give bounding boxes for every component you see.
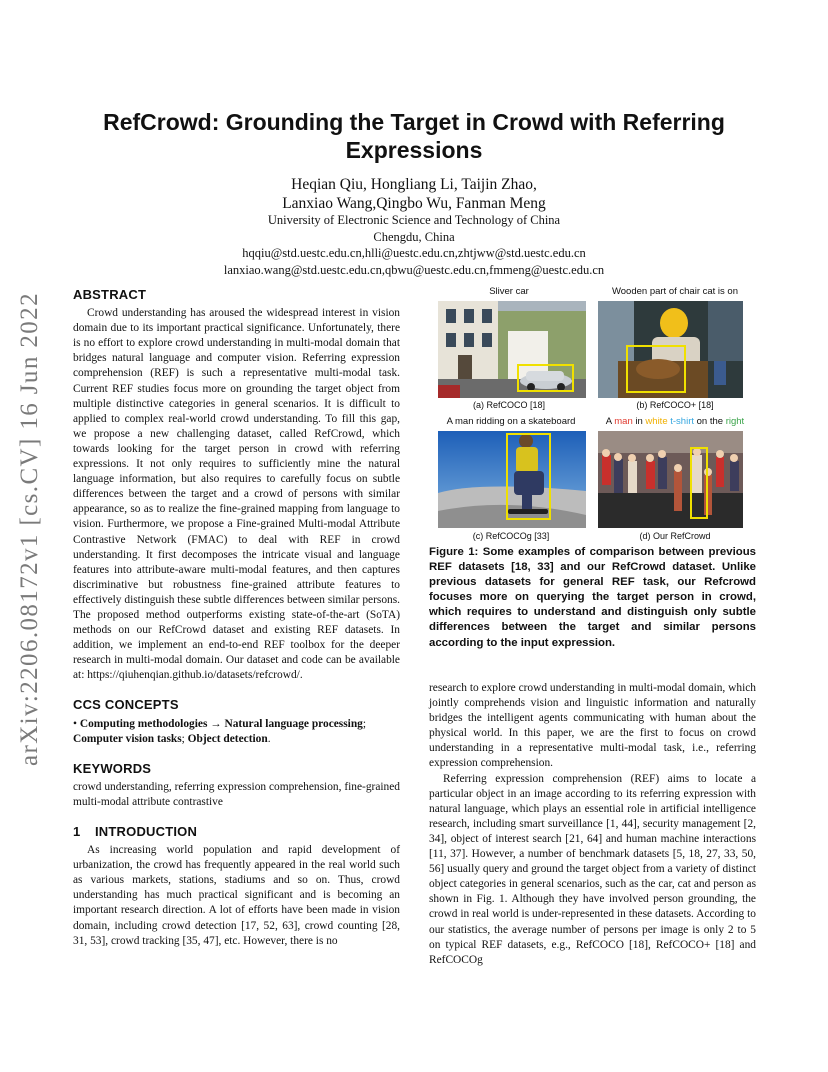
target-box [626,345,686,393]
panel-b-subcaption: (b) RefCOCO+ [18] [636,400,714,410]
affiliation: University of Electronic Science and Technology of China [267,213,561,227]
panel-a-image [438,301,586,398]
panel-a-query: Sliver car [489,286,529,297]
ccs-heading: CCS CONCEPTS [73,697,179,713]
panel-d-query: A man in white t-shirt on the right [605,416,745,427]
arxiv-stamp: arXiv:2206.08172v1 [cs.CV] 16 Jun 2022 [16,292,43,767]
figure-1-caption: Figure 1: Some examples of comparison between previous REF datasets [18, 33] and our RefCrowd dataset. Unlike previous datasets for general REF task, our Refcrowd focuses more on querying the target person in crowd, which requires to understand and distinguish only subtle differences between the target and similar persons according to the input expression. [429,546,756,649]
panel-d-subcaption: (d) Our RefCrowd [639,531,711,541]
authors-line-2: Lanxiao Wang,Qingbo Wu, Fanman Meng [282,195,546,212]
intro-para-1: As increasing world population and rapid development of urbanization, the crowd has frequently appeared in the real world such as various markets, stations, stadiums and so on. Thus, crowd understanding has much practical significant and is becoming an important research direction. A lot of efforts have been made in vision domain, including crowd detection [17, 52, 63], crowd counting [28, 31, 53], crowd tracking [35, 47], etc. However, there is no [73,844,400,947]
ccs-item-1: Computing methodologies [79,717,208,730]
query-word-man: man [614,416,633,427]
abstract-text: Crowd understanding has aroused the widespread interest in vision domain due to its important practical significance. Unfortunately, there is no effort to explore crowd understanding in multi-modal domain that bridges natural language and computer vision. Referring expression comprehension (REF) is such a representative multi-modal task. Current REF studies focus more on grounding the target object from multiple distinctive categories in general scenarios. It is difficult to applied to complex real-world crowd understanding. To fill this gap, we propose a new challenging dataset, called RefCrowd, which towards looking for the target person in crowd with referring expressions. It not only requires to sufficiently mine the natural language information, but also requires to carefully focus on subtle differences between the target and a crowd of persons with similar appearance, so as to realize the fine-grained mapping from language to vision. Furthermore, we propose a Fine-grained Multi-modal Attribute Contrastive Network (FMAC) to deal with REF in crowd understanding. It first decomposes the intricate visual and language features into attribute-aware multi-modal features, and then captures discriminative but robustness fine-grained attribute features to effectively distinguish these subtle differences between similar persons. The proposed method outperforms existing state-of-the-art (SoTA) methods on our RefCrowd dataset and existing REF datasets. In addition, we implement an end-to-end REF toolbox for the deeper research in multi-modal domain. Our dataset and code can be available at: https://qiuhenqian.github.io/datasets/refcrowd/. [73,307,400,682]
intro-number: 1 [73,824,81,839]
intro-para-3: Referring expression comprehension (REF) aims to locate a particular object in an image according to its referring expression with natural language, which plays an essential role in artificial intelligence research, including smart surveillance [1, 44], security management [2, 34], object of interest search [21, 64] and human machine interactions [11, 37]. However, a number of benchmark datasets [5, 18, 27, 33, 50, 56] usually query and ground the target object from a variety of distinct object categories in general scenarios, such as the car, cat and person as shown in Fig. 1. Although they have involved person grounding, the crowd in real world is under-represented in these datasets. According to our statistics, the average number of persons per image is only 2 to 5 on typical REF datasets, e.g., RefCOCO [18], RefCOCO+ [18] and RefCOCOg [429,772,756,966]
affiliation-block [80,212,748,278]
right-column [429,681,756,968]
emails-line-2: lanxiao.wang@std.uestc.edu.cn,qbwu@uestc.edu.cn,fmmeng@uestc.edu.cn [223,262,605,277]
keywords-heading: KEYWORDS [73,760,152,776]
authors-line-1: Heqian Qiu, Hongliang Li, Taijin Zhao, [291,176,537,193]
intro-heading: 1 INTRODUCTION [73,824,198,839]
query-word-right: right [725,416,745,427]
panel-b-image [598,301,743,398]
ccs-concepts: • Computing methodologies → Natural language processing; Computer vision tasks; Object detection. [73,717,367,745]
panel-d-image [598,431,743,528]
paper-title: RefCrowd: Grounding the Target in Crowd with Referring Expressions [103,109,725,163]
intro-para-2-continued: research to explore crowd understanding in multi-modal domain, which jointly comprehends vision and linguistic information and naturally bridges the intelligent agents communicating with human about the physical world. In this paper, we are the first to focus on crowd understanding in a representative multi-modal task, i.e., referring expression comprehension. [429,682,756,770]
figure-1 [428,284,756,542]
keywords-text: crowd understanding, referring expression comprehension, fine-grained multi-modal attribute contrastive [73,780,400,808]
query-word-tshirt: t-shirt [670,416,694,427]
panel-c-subcaption: (c) RefCOCOg [33] [472,531,550,541]
target-box [506,433,551,520]
ccs-item-3: Computer vision tasks [73,732,182,745]
location: Chengdu, China [373,229,455,244]
panel-c-query: A man ridding on a skateboard [446,416,576,427]
abstract-heading: ABSTRACT [73,287,147,302]
ccs-item-2: Natural language processing [224,717,363,730]
ccs-item-4: Object detection [187,732,268,745]
panel-a-subcaption: (a) RefCOCO [18] [472,400,546,410]
authors [80,175,748,213]
target-box [517,364,574,392]
query-word-white: white [645,416,668,427]
emails-line-1: hqqiu@std.uestc.edu.cn,hlli@uestc.edu.cn,zhtjww@std.uestc.edu.cn [242,246,586,260]
left-column [73,287,400,949]
panel-c-image [438,431,586,528]
panel-b-query: Wooden part of chair cat is on [611,286,739,297]
crowd-photo [598,431,743,528]
target-box [690,447,708,519]
